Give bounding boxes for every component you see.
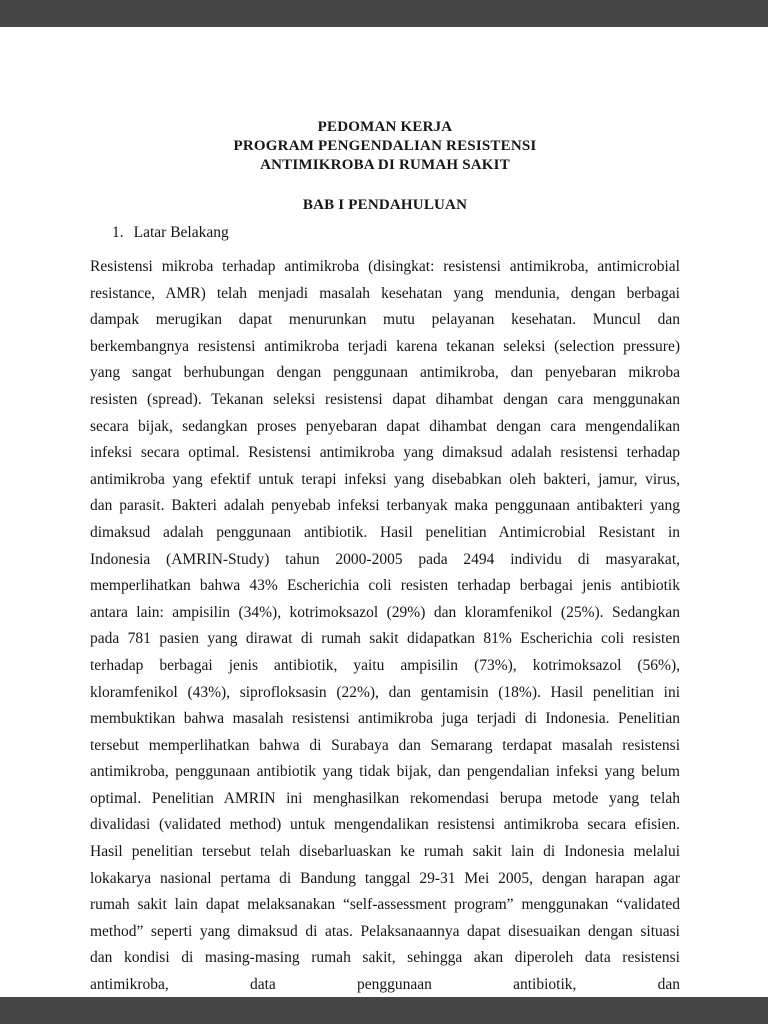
section-number: 1.	[112, 224, 124, 241]
chapter-heading: BAB I PENDAHULUAN	[302, 197, 468, 213]
section-heading	[112, 224, 680, 242]
body-paragraph: Resistensi mikroba terhadap antimikroba (disingkat: resistensi antimikroba, antimicrobial resistance, AMR) telah menjadi masalah kesehatan yang mendunia, dengan berbagai dampak merugikan dapat menurunkan mutu pelayanan kesehatan. Muncul dan berkembangnya resistensi antimikroba terjadi karena tekanan seleksi (selection pressure) yang sangat berhubungan dengan penggunaan antimikroba, dan penyebaran mikroba resisten (spread). Tekanan seleksi resistensi dapat dihambat dengan cara menggunakan secara bijak, sedangkan proses penyebaran dapat dihambat dengan cara mengendalikan infeksi secara optimal. Resistensi antimikroba yang dimaksud adalah resistensi terhadap antimikroba yang efektif untuk terapi infeksi yang disebabkan oleh bakteri, jamur, virus, dan parasit. Bakteri adalah penyebab infeksi terbanyak maka penggunaan antibakteri yang dimaksud adalah penggunaan antibiotik. Hasil penelitian Antimicrobial Resistant in Indonesia (AMRIN-Study) tahun 2000-2005 pada 2494 individu di masyarakat, memperlihatkan bahwa 43% Escherichia coli resisten terhadap berbagai jenis antibiotik antara lain: ampisilin (34%), kotrimoksazol (29%) dan kloramfenikol (25%). Sedangkan pada 781 pasien yang dirawat di rumah sakit didapatkan 81% Escherichia coli resisten terhadap berbagai jenis antibiotik, yaitu ampisilin (73%), kotrimoksazol (56%), kloramfenikol (43%), siprofloksasin (22%), dan gentamisin (18%). Hasil penelitian ini membuktikan bahwa masalah resistensi antimikroba juga terjadi di Indonesia. Penelitian tersebut memperlihatkan bahwa di Surabaya dan Semarang terdapat masalah resistensi antimikroba, penggunaan antibiotik yang tidak bijak, dan pengendalian infeksi yang belum optimal. Penelitian AMRIN ini menghasilkan rekomendasi berupa metode yang telah divalidasi (validated method) untuk mengendalikan resistensi antimikroba secara efisien. Hasil penelitian tersebut telah disebarluaskan ke rumah sakit lain di Indonesia melalui lokakarya nasional pertama di Bandung tanggal 29-31 Mei 2005, dengan harapan agar rumah sakit lain dapat melaksanakan “self-assessment program” menggunakan “validated method” seperti yang dimaksud di atas. Pelaksanaannya dapat disesuaikan dengan situasi dan kondisi di masing-masing rumah sakit, sehingga akan diperoleh data resistensi antimikroba, data penggunaan antibiotik, dan	[90, 258, 680, 994]
title-line-3: ANTIMIKROBA DI RUMAH SAKIT	[260, 157, 510, 173]
section-label: Latar Belakang	[133, 224, 229, 241]
title-line-2: PROGRAM PENGENDALIAN RESISTENSI	[233, 138, 537, 154]
document-page	[0, 27, 768, 997]
document-title	[90, 118, 680, 175]
title-line-1: PEDOMAN KERJA	[317, 119, 453, 135]
